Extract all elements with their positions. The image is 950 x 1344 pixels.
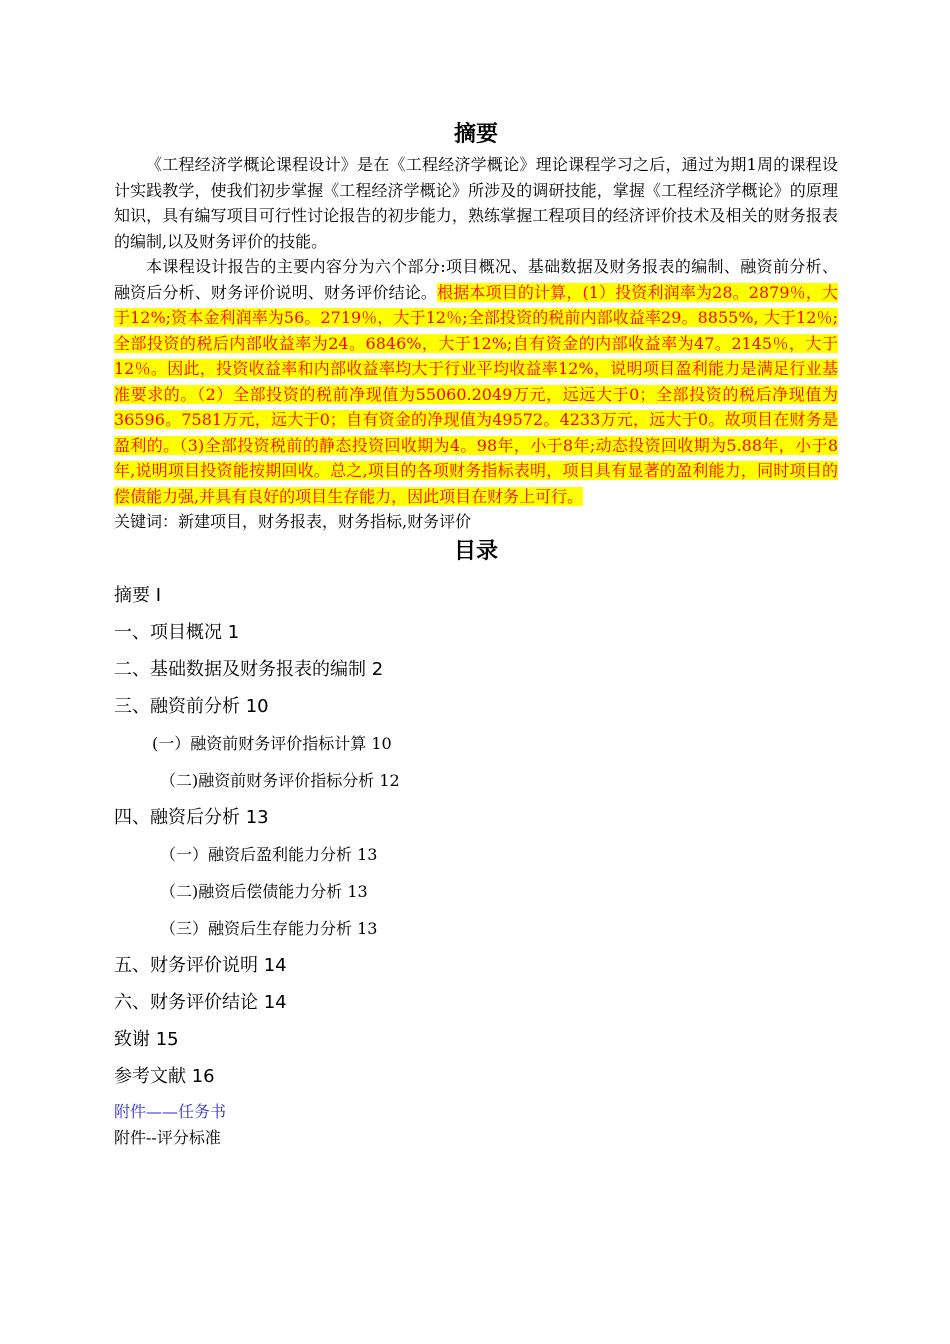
toc-item-evaluation-conclusion[interactable]: 六、财务评价结论 14 — [114, 992, 287, 1013]
toc-item-pre-financing-analysis[interactable]: （二)融资前财务评价指标分析 12 — [160, 771, 400, 790]
toc-item-acknowledgements[interactable]: 致谢 15 — [114, 1029, 179, 1050]
abstract-paragraph-2-plain: 本课程设计报告的主要内容分为六个部分:项目概况、基础数据及财务报表的编制、融资前分析、融资后分析、财务评价说明、财务评价结论。 — [114, 257, 838, 302]
toc-item-profitability[interactable]: （一）融资后盈利能力分析 13 — [160, 845, 378, 864]
toc-item-pre-financing[interactable]: 三、融资前分析 10 — [114, 696, 269, 717]
toc-item-evaluation-notes[interactable]: 五、财务评价说明 14 — [114, 955, 287, 976]
abstract-title: 摘要 — [453, 122, 498, 147]
document-page — [114, 118, 838, 1151]
toc-item-survival[interactable]: （三）融资后生存能力分析 13 — [160, 919, 378, 938]
toc-item-references[interactable]: 参考文献 16 — [114, 1066, 215, 1087]
toc-item-post-financing[interactable]: 四、融资后分析 13 — [114, 807, 269, 828]
toc-item-solvency[interactable]: （二)融资后偿债能力分析 13 — [160, 882, 368, 901]
abstract-paragraph-2 — [114, 254, 838, 509]
keywords: 关键词：新建项目，财务报表，财务指标,财务评价 — [114, 512, 472, 531]
table-of-contents — [114, 577, 838, 1095]
toc-item-abstract[interactable]: 摘要 I — [114, 585, 162, 606]
annex-grading: 附件--评分标准 — [114, 1128, 221, 1147]
toc-title: 目录 — [453, 539, 498, 564]
abstract-paragraph-1: 《工程经济学概论课程设计》是在《工程经济学概论》理论课程学习之后，通过为期1周的课程设计实践教学，使我们初步掌握《工程经济学概论》所涉及的调研技能，掌握《工程经济学概论》的原理知识，具有编写项目可行性讨论报告的初步能力，熟练掌握工程项目的经济评价技术及相关的财务报表的编制,以及财务评价的技能。 — [114, 155, 838, 251]
annex-task-book-link[interactable]: 附件——任务书 — [114, 1102, 227, 1121]
toc-item-project-overview[interactable]: 一、项目概况 1 — [114, 622, 240, 643]
toc-item-pre-financing-calc[interactable]: (一）融资前财务评价指标计算 10 — [152, 734, 392, 753]
abstract-highlighted-results: 根据本项目的计算，(1）投资利润率为28。2879％，大于12%;资本金利润率为56。2719％，大于12％;全部投资的税前内部收益率29。8855%, 大于12％;全部投资的税后内部收益率为24。6846%，大于12%;自有资金的内部收益率为47。2145％，大于12％。因此，投资收益率和内部收益率均大于行业平均收益率12%，说明项目盈利能力是满足行业基准要求的。（2）全部投资的税前净现值为55060.2049万元，远远大于0；全部投资的税后净现值为36596。7581万元，远大于0；自有资金的净现值为49572。4233万元，远大于0。故项目在财务是盈利的。（3)全部投资税前的静态投资回收期为4。98年，小于8年;动态投资回收期为5.88年，小于8年,说明项目投资能按期回收。总之,项目的各项财务指标表明，项目具有显著的盈利能力，同时项目的偿债能力强,并具有良好的项目生存能力，因此项目在财务上可行。 — [114, 282, 838, 506]
toc-item-basic-data[interactable]: 二、基础数据及财务报表的编制 2 — [114, 659, 384, 680]
